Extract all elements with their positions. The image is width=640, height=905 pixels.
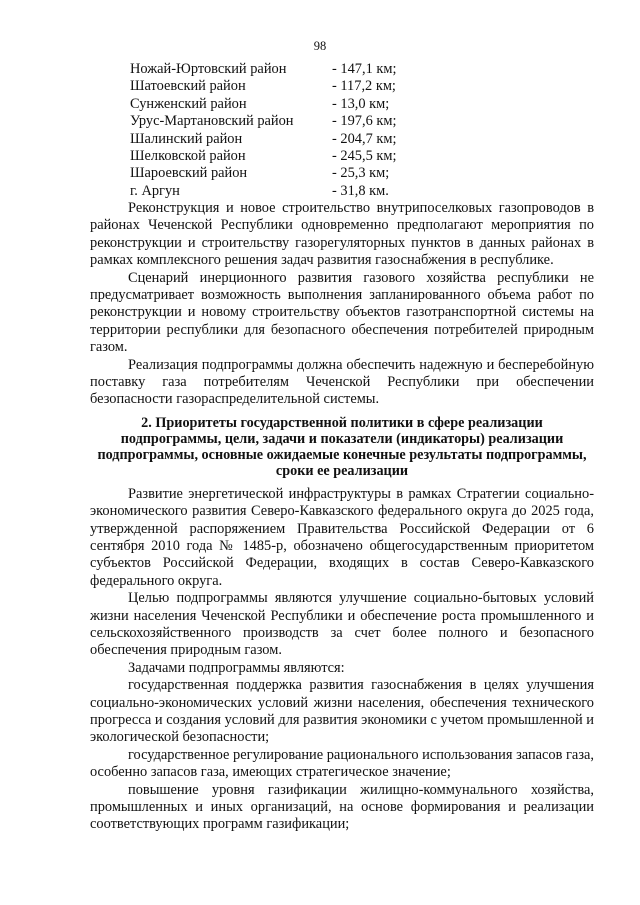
district-row	[126, 113, 426, 130]
paragraph-inertial-scenario: Сценарий инерционного развития газового хозяйства республики не предусматривает возможность выполнения запланированного объема работ по реконструкции и новому строительству объектов газотранспортной системы на территории республики для безопасного обеспечения потребителей природным газом.	[90, 269, 594, 356]
district-length: - 147,1 км;	[332, 61, 397, 77]
district-name: Ножай-Юртовский район	[130, 61, 287, 77]
district-length: - 31,8 км.	[332, 182, 389, 199]
paragraph-goal: Целью подпрограммы являются улучшение социально-бытовых условий жизни населения Чеченской Республики и обеспечение роста промышленного и сельскохозяйственного производств за счет более полного и безопасного обеспечения природным газом.	[90, 590, 594, 659]
district-length: - 245,5 км;	[332, 147, 397, 164]
district-row	[126, 61, 426, 78]
district-list	[126, 61, 426, 200]
paragraph-implementation: Реализация подпрограммы должна обеспечить надежную и бесперебойную поставку газа потребителям Чеченской Республики при обеспечении безопасности газораспределительной системы.	[90, 356, 594, 408]
district-name: Шалинский район	[130, 130, 243, 147]
district-name: Сунженский район	[130, 95, 247, 112]
district-name: г. Аргун	[130, 182, 180, 199]
district-length: - 204,7 км;	[332, 130, 397, 147]
district-length: - 117,2 км;	[332, 78, 396, 95]
paragraph-energy-infrastructure: Развитие энергетической инфраструктуры в рамках Стратегии социально-экономического развития Северо-Кавказского федерального округа до 2025 года, утвержденной распоряжением Правительства Российской Федерации от 6 сентября 2010 года № 1485-р, обозначено общегосударственным приоритетом субъектов Российской Федерации, входящих в состав Северо-Кавказского федерального округа.	[90, 485, 594, 589]
district-row	[126, 183, 426, 200]
district-name: Урус-Мартановский район	[130, 113, 294, 130]
paragraph-reconstruction: Реконструкция и новое строительство внутрипоселковых газопроводов в районах Чеченской Республики одновременно предполагают мероприятия по реконструкции и строительству газорегуляторных пунктов в данных районах в рамках комплексного решения задач развития газоснабжения в республике.	[90, 200, 594, 269]
paragraph-task-regulation: государственное регулирование рационального использования запасов газа, особенно запасов газа, имеющих стратегическое значение;	[90, 746, 594, 781]
district-row	[126, 78, 426, 95]
district-length: - 25,3 км;	[332, 165, 390, 182]
document-body	[90, 200, 594, 834]
district-length: - 197,6 км;	[332, 113, 397, 130]
paragraph-task-support: государственная поддержка развития газоснабжения в целях улучшения социально-экономических условий жизни населения, обеспечения технического прогресса и создания условий для развития экономики с учетом промышленной и экологической безопасности;	[90, 677, 594, 746]
district-row	[126, 148, 426, 165]
district-row	[126, 131, 426, 148]
district-length: - 13,0 км;	[332, 95, 390, 112]
paragraph-task-gasification: повышение уровня газификации жилищно-коммунального хозяйства, промышленных и иных организаций, на основе формирования и реализации соответствующих программ газификации;	[90, 781, 594, 833]
district-name: Шатоевский район	[130, 78, 246, 95]
district-name: Шелковской район	[130, 147, 246, 164]
section-heading: 2. Приоритеты государственной политики в сфере реализации подпрограммы, цели, задачи и показатели (индикаторы) реализации подпрограммы, основные ожидаемые конечные результаты подпрограммы, сроки ее реализации	[97, 414, 587, 480]
district-row	[126, 96, 426, 113]
district-name: Шароевский район	[130, 165, 248, 182]
page-number: 98	[313, 39, 327, 53]
paragraph-tasks-intro: Задачами подпрограммы являются:	[128, 659, 345, 676]
district-row	[126, 165, 426, 182]
